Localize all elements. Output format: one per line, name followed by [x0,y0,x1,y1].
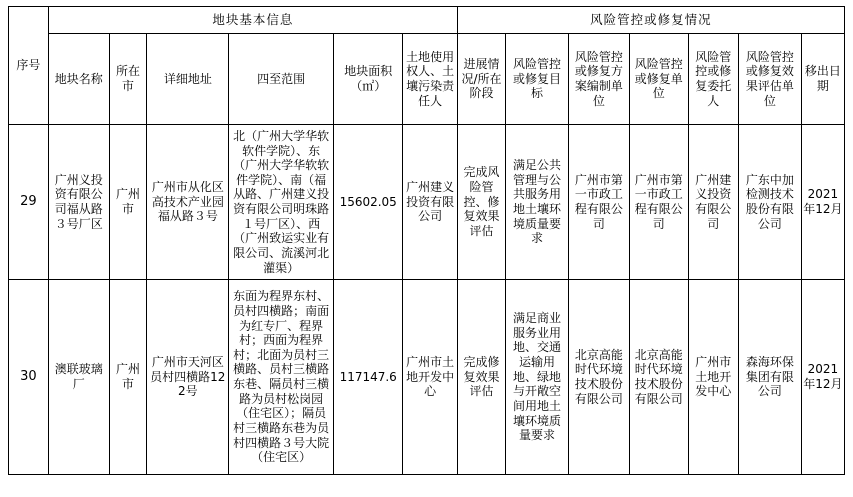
cell-stage: 完成修复效果评估 [457,280,505,475]
cell-area: 15602.05 [334,125,403,280]
cell-plot-name: 澳联玻璃厂 [48,280,109,475]
table-column-header-row [9,34,845,125]
cell-plan-unit: 北京高能时代环境技术股份有限公司 [569,280,630,475]
header-plot-name: 地块名称 [48,34,109,125]
header-area: 地块面积（㎡） [334,34,403,125]
cell-area: 117147.6 [334,280,403,475]
header-seq: 序号 [9,7,49,125]
cell-exec-unit: 广州市第一市政工程有限公司 [629,125,688,280]
cell-plan-unit: 广州市第一市政工程有限公司 [569,125,630,280]
cell-entrust: 广州市土地开发中心 [688,280,738,475]
header-plan-unit: 风险管控或修复方案编制单位 [569,34,630,125]
cell-goal: 满足商业服务业用地、交通运输用地、绿地与开敞空间用地土壤环境质量要求 [506,280,569,475]
cell-address: 广州市从化区高技术产业园福从路３号 [147,125,229,280]
cell-assess-unit: 森海环保集团有限公司 [738,280,801,475]
header-goal: 风险管控或修复目标 [506,34,569,125]
group-header-risk-info: 风险管控或修复情况 [457,7,844,34]
cell-city: 广州市 [109,125,147,280]
header-city: 所在市 [109,34,147,125]
table-row [9,280,845,475]
cell-city: 广州市 [109,280,147,475]
header-exec-unit: 风险管控或修复单位 [629,34,688,125]
cell-stage: 完成风险管控、修复效果评估 [457,125,505,280]
table-row [9,125,845,280]
cell-plot-name: 广州义投资有限公司福从路３号厂区 [48,125,109,280]
header-address: 详细地址 [147,34,229,125]
land-plot-table [8,6,845,475]
header-owner: 土地使用权人、土壤污染责任人 [403,34,458,125]
header-boundary: 四至范围 [229,34,334,125]
table-group-header-row [9,7,845,34]
cell-seq: 29 [9,125,49,280]
header-assess-unit: 风险管控或修复效果评估单位 [738,34,801,125]
cell-remove-date: 2021年12月 [801,125,844,280]
header-entrust: 风险管控或修复委托人 [688,34,738,125]
group-header-basic-info: 地块基本信息 [48,7,457,34]
cell-boundary: 东面为程界东村、员村四横路；南面为红专厂、程界村；西面为程界村；北面为员村三横路、员村三横路东巷、隔员村三横路为员村松岗园（住宅区）；隔员村三横路东巷为员村四横路３号大院（住宅区） [229,280,334,475]
cell-boundary: 北（广州大学华软软件学院）、东（广州大学华软软件学院）、南（福从路、广州建义投资有限公司明珠路１号厂区）、西（广州致运实业有限公司、流溪河北灌渠） [229,125,334,280]
cell-address: 广州市天河区员村四横路122号 [147,280,229,475]
cell-entrust: 广州建义投资有限公司 [688,125,738,280]
cell-exec-unit: 北京高能时代环境技术股份有限公司 [629,280,688,475]
cell-seq: 30 [9,280,49,475]
cell-owner: 广州建义投资有限公司 [403,125,458,280]
header-stage: 进展情况/所在阶段 [457,34,505,125]
header-remove-date: 移出日期 [801,34,844,125]
cell-owner: 广州市土地开发中心 [403,280,458,475]
cell-assess-unit: 广东中加检测技术股份有限公司 [738,125,801,280]
cell-goal: 满足公共管理与公共服务用地土壤环境质量要求 [506,125,569,280]
cell-remove-date: 2021年12月 [801,280,844,475]
